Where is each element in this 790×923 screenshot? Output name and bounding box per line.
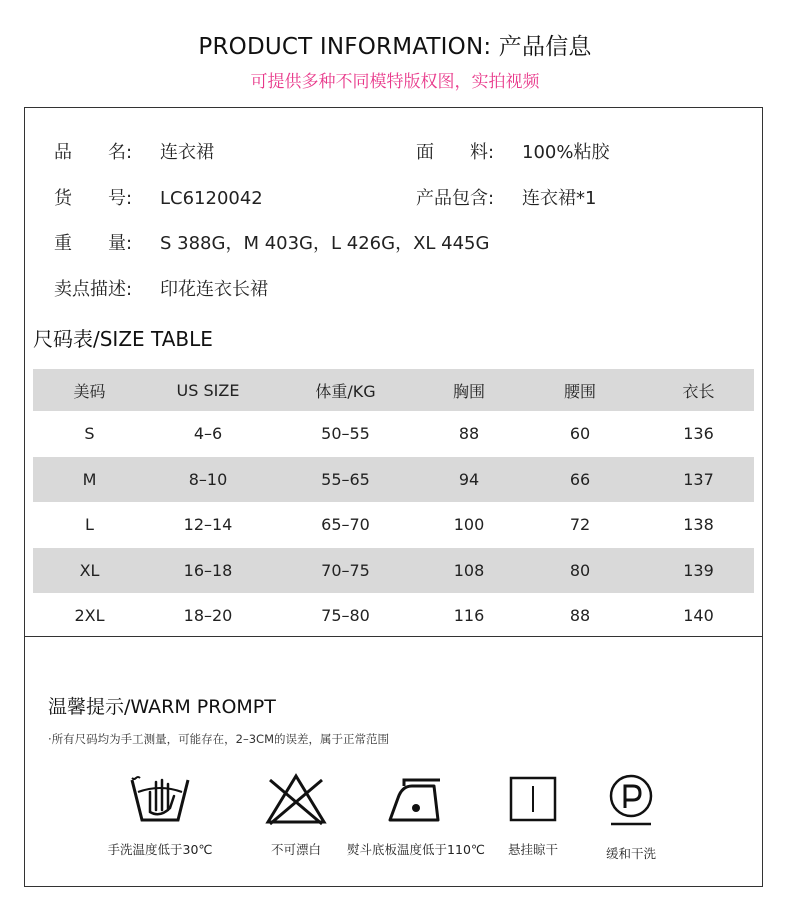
size-table-header: 美码	[33, 369, 146, 411]
table-cell: 94	[421, 457, 517, 503]
info-fabric-key: 面 料:	[416, 142, 495, 163]
info-selling-key: 卖点描述:	[54, 279, 133, 300]
table-cell: 88	[458, 424, 480, 444]
table-cell: 88	[569, 606, 591, 626]
table-cell: 16–18	[146, 548, 270, 594]
table-row	[33, 502, 754, 548]
no-bleach-icon	[264, 772, 328, 828]
info-includes-key: 产品包含:	[416, 188, 495, 209]
care-item	[551, 772, 711, 862]
info-name-key: 品 名:	[54, 142, 133, 163]
size-table-header: 腰围	[517, 369, 643, 411]
info-includes-row	[416, 184, 596, 210]
table-cell: S	[84, 424, 95, 444]
size-table	[33, 369, 754, 639]
info-weight-key: 重 量:	[54, 233, 133, 254]
info-name-value: 连衣裙	[160, 142, 214, 163]
info-selling-row	[54, 275, 268, 301]
info-includes-value: 连衣裙*1	[522, 188, 597, 209]
table-cell: 80	[517, 548, 643, 594]
table-cell: 136	[683, 424, 714, 444]
table-cell: 100	[453, 515, 485, 535]
size-table-header-row	[33, 369, 754, 411]
table-cell: 55–65	[270, 457, 421, 503]
hand-wash-icon	[128, 772, 192, 828]
table-cell: 8–10	[146, 457, 270, 503]
size-table-title: 尺码表/SIZE TABLE	[33, 327, 213, 351]
table-cell: 116	[453, 606, 485, 626]
info-weight-value: S 388G，M 403G，L 426G，XL 445G	[160, 233, 490, 254]
info-fabric-row	[416, 138, 609, 164]
table-row	[33, 411, 754, 457]
info-code-key: 货 号:	[54, 188, 133, 209]
table-cell: 139	[643, 548, 754, 594]
table-cell: 12–14	[183, 515, 233, 535]
table-cell: 137	[643, 457, 754, 503]
care-label: 熨斗底板温度低于110℃	[347, 842, 485, 857]
table-cell: 66	[517, 457, 643, 503]
care-label: 悬挂晾干	[507, 842, 558, 857]
table-cell: XL	[33, 548, 146, 594]
info-fabric-value: 100%粘胶	[522, 142, 610, 163]
warm-prompt-note: ·所有尺码均为手工测量，可能存在，2–3CM的误差，属于正常范围	[48, 732, 389, 746]
page-subtitle: 可提供多种不同模特版权图，实拍视频	[250, 72, 540, 92]
size-table-header: 体重/KG	[270, 369, 421, 411]
table-cell: L	[85, 515, 94, 535]
table-cell: 138	[683, 515, 714, 535]
care-label: 不可漂白	[270, 842, 321, 857]
table-cell: 4–6	[193, 424, 223, 444]
table-cell: 108	[421, 548, 517, 594]
size-table-header: 胸围	[421, 369, 517, 411]
table-row	[33, 593, 754, 639]
table-cell: 72	[569, 515, 591, 535]
table-cell: 65–70	[321, 515, 370, 535]
size-table-header: US SIZE	[146, 369, 270, 411]
care-label: 缓和干洗	[605, 846, 656, 861]
info-selling-value: 印花连衣长裙	[160, 279, 268, 300]
table-cell: 2XL	[74, 606, 105, 626]
table-cell: 70–75	[270, 548, 421, 594]
info-weight-row	[54, 229, 489, 255]
table-row	[33, 457, 754, 503]
table-cell: 60	[569, 424, 591, 444]
warm-prompt-title: 温馨提示/WARM PROMPT	[48, 696, 276, 718]
care-label: 手洗温度低于30℃	[107, 842, 213, 857]
table-cell: 50–55	[321, 424, 370, 444]
table-cell: 18–20	[183, 606, 233, 626]
table-row	[33, 548, 754, 594]
size-table-header: 衣长	[643, 369, 754, 411]
table-cell: 140	[683, 606, 714, 626]
info-name-row	[54, 138, 214, 164]
page-title: PRODUCT INFORMATION: 产品信息	[198, 34, 592, 60]
table-cell: 75–80	[321, 606, 370, 626]
iron-icon	[384, 772, 448, 828]
info-code-value: LC6120042	[160, 188, 263, 209]
gentle-dry-clean-icon	[599, 772, 663, 832]
table-cell: M	[33, 457, 146, 503]
info-code-row	[54, 184, 263, 210]
